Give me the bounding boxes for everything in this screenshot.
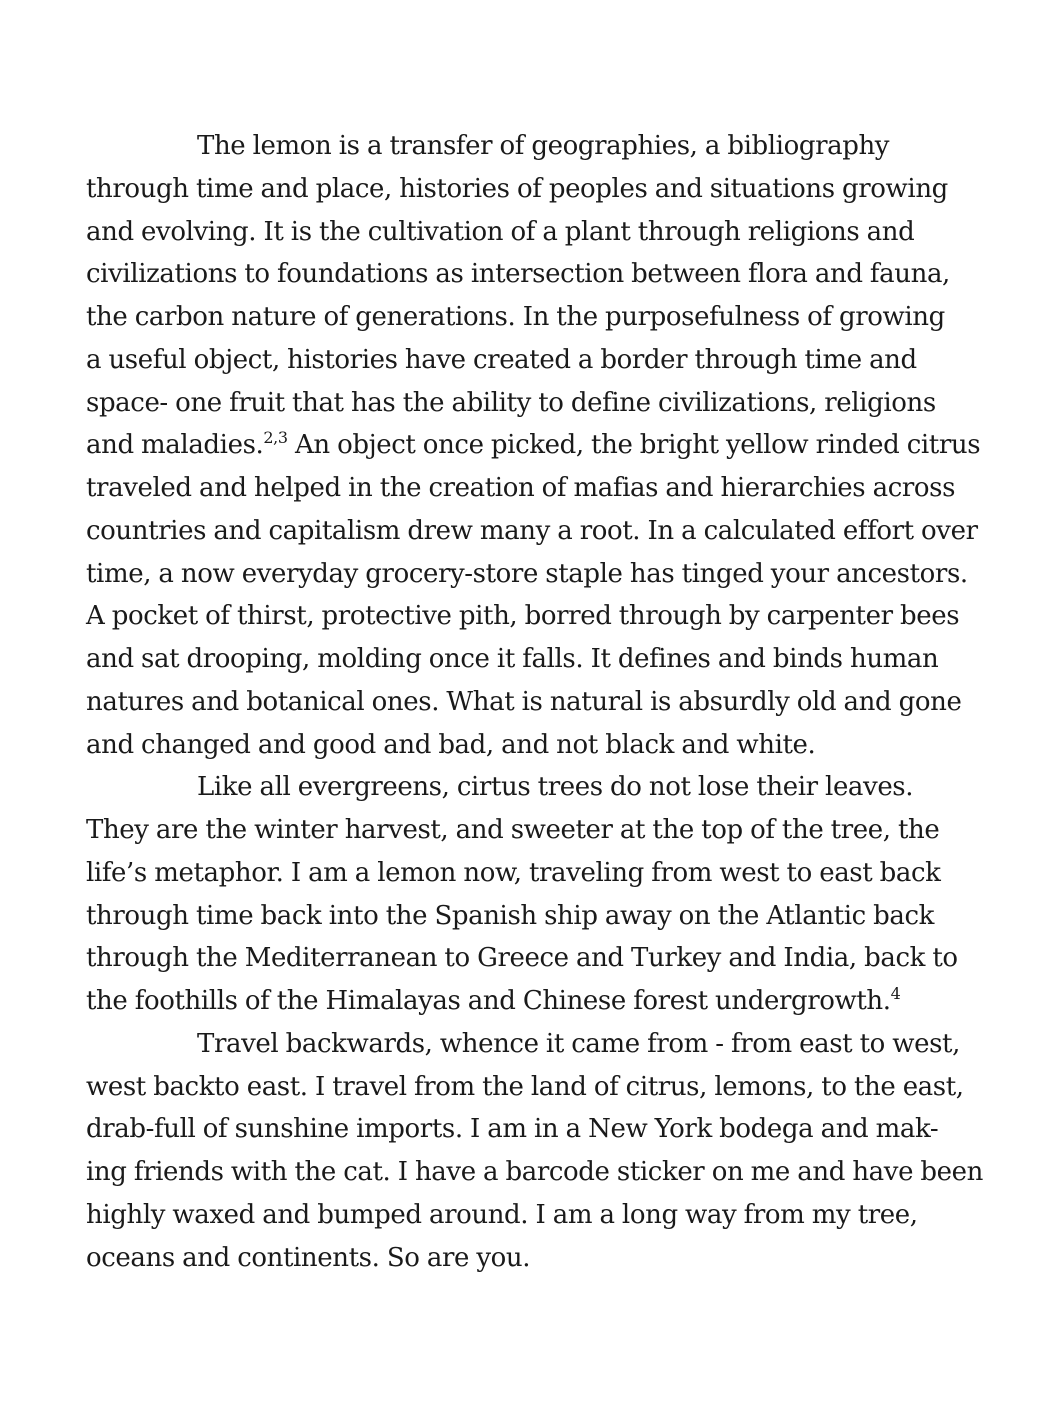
text-line [86,1194,986,1237]
line-text: and maladies. [86,430,264,461]
paragraph-1 [86,125,986,766]
text-line [86,1237,986,1280]
paragraph-2 [86,766,986,1023]
line-text: through time and place, histories of peoples and situations growing [86,173,948,204]
line-text: drab-full of sunshine imports. I am in a New York bodega and mak- [86,1114,939,1145]
essay-body [86,125,986,1279]
line-text: They are the winter harvest, and sweeter at the top of the tree, the [86,815,940,845]
text-line [86,1108,986,1151]
line-text-continued: An object once picked, the bright yellow rinded citrus [287,430,981,461]
line-text: Travel backwards, whence it came from - from east to west, [197,1028,960,1059]
line-text: and evolving. It is the cultivation of a plant through religions and [86,216,915,247]
line-text: west backto east. I travel from the land of citrus, lemons, to the east, [86,1071,964,1102]
line-text: through the Mediterranean to Greece and Turkey and India, back to [86,943,958,974]
text-line [86,1023,986,1066]
line-text: life’s metaphor. I am a lemon now, traveling from west to east back [86,857,941,888]
text-line [86,724,986,767]
line-text: and sat drooping, molding once it falls. It defines and binds human [86,644,939,674]
text-line [86,424,986,467]
text-line [86,895,986,938]
line-text: space- one fruit that has the ability to define civilizations, religions [86,387,936,418]
text-line [86,339,986,382]
line-text: The lemon is a transfer of geographies, a bibliography [197,131,890,161]
text-line [86,766,986,809]
line-text: traveled and helped in the creation of mafias and hierarchies across [86,473,956,503]
line-text: through time back into the Spanish ship away on the Atlantic back [86,900,935,931]
text-line [86,553,986,596]
text-line [86,852,986,895]
footnote-marker: 2,3 [263,428,288,448]
text-line [86,681,986,724]
line-text: highly waxed and bumped around. I am a long way from my tree, [86,1199,918,1230]
text-line [86,1151,986,1194]
text-line [86,937,986,980]
text-line [86,168,986,211]
text-line [86,595,986,638]
text-line [86,296,986,339]
text-line [86,253,986,296]
text-line [86,125,986,168]
text-line [86,809,986,852]
text-line [86,638,986,681]
paragraph-3 [86,1023,986,1280]
text-line [86,467,986,510]
line-text: A pocket of thirst, protective pith, borred through by carpenter bees [86,601,960,632]
line-text: ing friends with the cat. I have a barcode sticker on me and have been [86,1157,983,1187]
line-text: a useful object, histories have created a border through time and [86,344,917,375]
text-line [86,1066,986,1109]
text-line [86,382,986,425]
line-text: civilizations to foundations as intersection between flora and fauna, [86,259,950,290]
text-line [86,211,986,254]
line-text: and changed and good and bad, and not black and white. [86,729,816,760]
text-line [86,980,986,1023]
line-text: oceans and continents. So are you. [86,1242,531,1273]
line-text: natures and botanical ones. What is natural is absurdly old and gone [86,686,962,717]
text-line [86,510,986,553]
line-text: the foothills of the Himalayas and Chinese forest undergrowth. [86,986,891,1016]
line-text: Like all evergreens, cirtus trees do not lose their leaves. [197,772,914,803]
line-text: time, a now everyday grocery-store staple has tinged your ancestors. [86,558,968,589]
line-text: the carbon nature of generations. In the purposefulness of growing [86,302,945,332]
line-text: countries and capitalism drew many a root. In a calculated effort over [86,515,978,546]
footnote-marker: 4 [890,984,901,1003]
